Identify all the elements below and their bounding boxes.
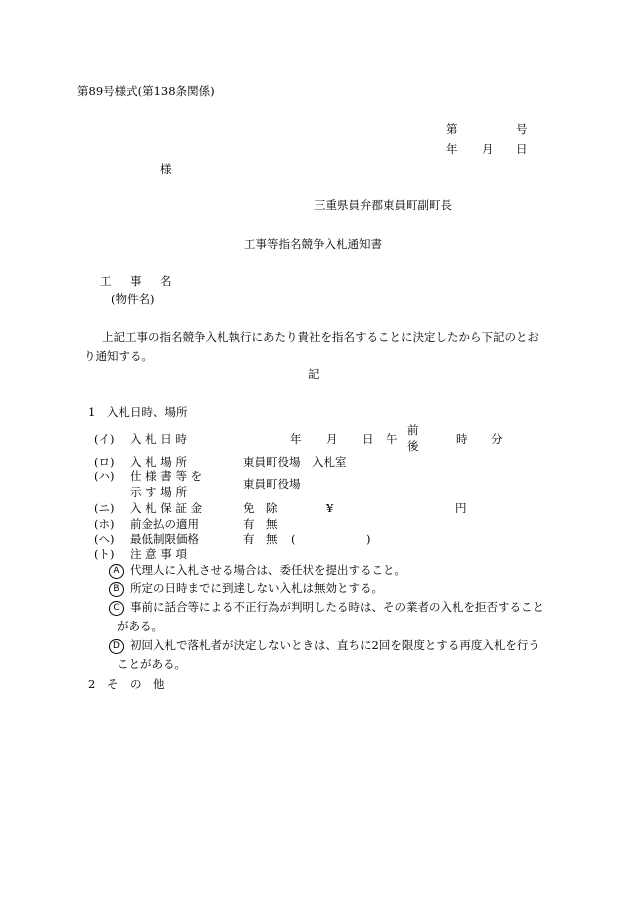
- work-label-1: 工: [100, 274, 112, 288]
- note-a-marker: A: [109, 564, 124, 579]
- row-ha-label-2: 示 す 場 所: [130, 485, 187, 499]
- row-ro-mark: (ロ): [94, 455, 115, 469]
- row-he-paren-close: ): [366, 532, 371, 546]
- row-i-zen: 前: [407, 423, 419, 437]
- note-c-text-2: がある。: [117, 619, 163, 633]
- row-ro-label: 入 札 場 所: [130, 455, 187, 469]
- row-ha-mark: (ハ): [94, 469, 115, 483]
- section1-title: 入札日時、場所: [107, 405, 188, 419]
- form-id: 第89号様式(第138条関係): [77, 84, 215, 98]
- section2-title: そ の 他: [107, 677, 165, 691]
- page-title: 工事等指名競争入札通知書: [244, 237, 382, 251]
- row-ha-label-1: 仕 様 書 等 を: [130, 469, 203, 483]
- row-ni-value: 免 除: [243, 501, 278, 515]
- row-i-go: 午: [386, 432, 398, 446]
- row-i-label: 入 札 日 時: [130, 432, 187, 446]
- section1-number: 1: [88, 405, 96, 419]
- note-a-text: 代理人に入札させる場合は、委任状を提出すること。: [130, 563, 406, 577]
- row-ni-mark: (ニ): [94, 501, 115, 515]
- row-ro-value: 東員町役場 入札室: [243, 455, 347, 469]
- row-to-label: 注 意 事 項: [130, 547, 187, 561]
- body-line-2: り通知する。: [84, 349, 153, 363]
- row-i-month: 月: [326, 432, 338, 446]
- row-ni-yen: 円: [455, 501, 467, 515]
- row-ni-label: 入 札 保 証 金: [130, 501, 203, 515]
- row-i-year: 年: [290, 432, 302, 446]
- row-ha-value: 東員町役場: [243, 477, 301, 491]
- work-label-3: 名: [160, 274, 172, 288]
- note-d-marker: D: [109, 639, 124, 654]
- row-ni-yen-sign: ¥: [326, 501, 334, 515]
- issuer-name: 三重県員弁郡東員町副町長: [314, 198, 452, 212]
- row-he-mark: (ヘ): [94, 532, 115, 546]
- note-d-text-1: 初回入札で落札者が決定しないときは、直ちに2回を限度とする再度入札を行う: [130, 638, 540, 652]
- row-he-label: 最低制限価格: [130, 532, 199, 546]
- date-day: 日: [516, 142, 528, 156]
- addressee-sama: 様: [160, 162, 172, 176]
- row-to-mark: (ト): [94, 547, 115, 561]
- work-label-2: 事: [130, 274, 142, 288]
- date-year: 年: [446, 142, 458, 156]
- note-b-marker: B: [109, 582, 124, 597]
- row-i-minute: 分: [491, 432, 503, 446]
- row-he-paren-open: (: [291, 532, 296, 546]
- row-i-hour: 時: [456, 432, 468, 446]
- work-sublabel: (物件名): [111, 292, 155, 306]
- note-b-text: 所定の日時までに到達しない入札は無効とする。: [130, 581, 383, 595]
- row-ho-value: 有 無: [243, 517, 278, 531]
- row-ho-label: 前金払の適用: [130, 517, 199, 531]
- number-prefix: 第: [446, 122, 458, 136]
- row-i-mark: (イ): [94, 432, 115, 446]
- date-month: 月: [482, 142, 494, 156]
- body-line-1: 上記工事の指名競争入札執行にあたり貴社を指名することに決定したから下記のとお: [102, 330, 539, 344]
- note-c-marker: C: [109, 601, 124, 616]
- row-ho-mark: (ホ): [94, 517, 115, 531]
- row-he-value: 有 無: [243, 532, 278, 546]
- note-d-text-2: ことがある。: [117, 657, 186, 671]
- row-i-day: 日: [362, 432, 374, 446]
- note-c-text-1: 事前に話合等による不正行為が判明したる時は、その業者の入札を拒否すること: [130, 600, 544, 614]
- ki-heading: 記: [308, 367, 320, 381]
- section2-number: 2: [88, 677, 96, 691]
- row-i-ato: 後: [407, 439, 419, 453]
- number-suffix: 号: [516, 122, 528, 136]
